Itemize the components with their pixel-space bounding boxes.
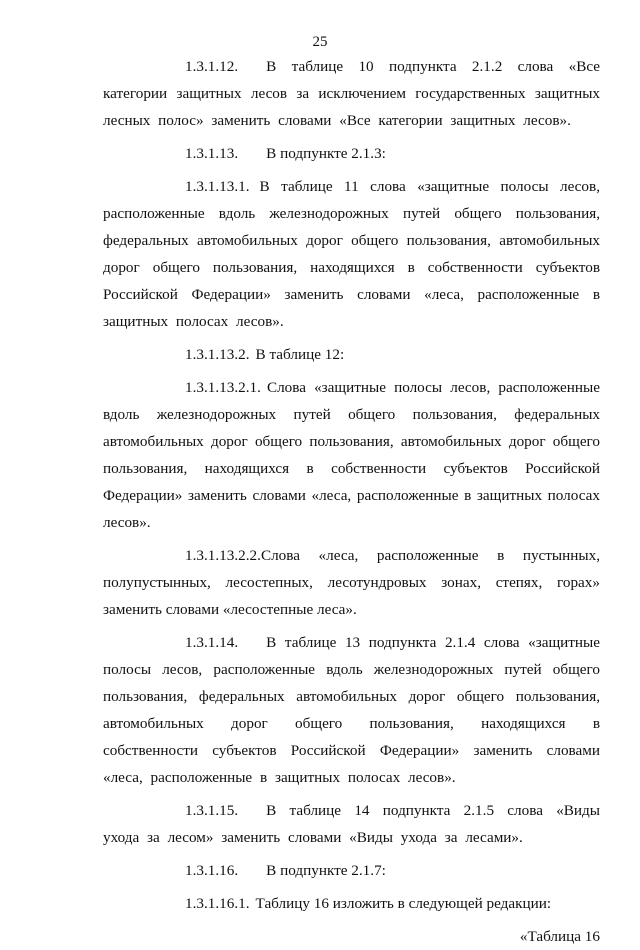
paragraph-text: Слова «леса, расположенные в пустынных, полупустынных, лесостепных, лесотундровых зонах, степях, горах» заменить словами «лесостепные леса».: [103, 547, 600, 618]
paragraph-1-3-1-16-1: [103, 890, 600, 917]
paragraph-text: В таблице 11 слова «защитные полосы лесов, расположенные вдоль железнодорожных путей общего пользования, федеральных автомобильных дорог общего пользования, автомобильных дорог общего пользования, находящихся в собственности субъектов Российской Федерации» заменить словами «леса, расположенные в защитных полосах лесов».: [103, 178, 600, 330]
paragraph-number: 1.3.1.16.: [185, 862, 239, 879]
page-number: 25: [312, 34, 328, 50]
paragraph-text: В подпункте 2.1.3:: [266, 145, 386, 162]
paragraph-text: В подпункте 2.1.7:: [266, 862, 386, 879]
paragraph-1-3-1-13: [103, 140, 600, 167]
table-caption: «Таблица 16: [519, 928, 600, 945]
paragraph-number: 1.3.1.16.1.: [185, 895, 250, 912]
paragraph-text: Таблицу 16 изложить в следующей редакции:: [255, 895, 552, 912]
paragraph-1-3-1-13-2: [103, 341, 600, 368]
paragraph-text: В таблице 14 подпункта 2.1.5 слова «Виды ухода за лесом» заменить словами «Виды ухода за лесами».: [103, 802, 600, 846]
paragraph-1-3-1-15: [103, 797, 600, 851]
paragraph-text: В таблице 10 подпункта 2.1.2 слова «Все категории защитных лесов за исключением государственных защитных лесных полос» заменить словами «Все категории защитных лесов».: [103, 58, 600, 129]
paragraph-1-3-1-16: [103, 857, 600, 884]
paragraph-number: 1.3.1.13.2.2.: [185, 547, 261, 564]
paragraph-text: В таблице 12:: [255, 346, 345, 363]
paragraph-1-3-1-13-1: [103, 173, 600, 335]
paragraph-text: Слова «защитные полосы лесов, расположенные вдоль железнодорожных путей общего пользования, федеральных автомобильных дорог общего пользования, автомобильных дорог общего пользования, находящихся в собственности субъектов Российской Федерации» заменить словами «леса, расположенные в защитных полосах лесов».: [103, 379, 600, 531]
paragraph-1-3-1-14: [103, 629, 600, 791]
paragraph-number: 1.3.1.13.2.1.: [185, 379, 261, 396]
paragraph-number: 1.3.1.13.1.: [185, 178, 250, 195]
paragraph-1-3-1-12: [103, 53, 600, 134]
paragraph-number: 1.3.1.13.2.: [185, 346, 250, 363]
paragraph-number: 1.3.1.15.: [185, 802, 239, 819]
paragraph-text: В таблице 13 подпункта 2.1.4 слова «защитные полосы лесов, расположенные вдоль железнодорожных путей общего пользования, федеральных автомобильных дорог общего пользования, автомобильных дорог общего пользования, находящихся в собственности субъектов Российской Федерации» заменить словами «леса, расположенные в защитных полосах лесов».: [103, 634, 600, 786]
paragraph-number: 1.3.1.13.: [185, 145, 239, 162]
document-body: [103, 53, 600, 950]
paragraph-number: 1.3.1.12.: [185, 58, 239, 75]
paragraph-number: 1.3.1.14.: [185, 634, 239, 651]
paragraph-1-3-1-13-2-1: [103, 374, 600, 536]
paragraph-1-3-1-13-2-2: [103, 542, 600, 623]
